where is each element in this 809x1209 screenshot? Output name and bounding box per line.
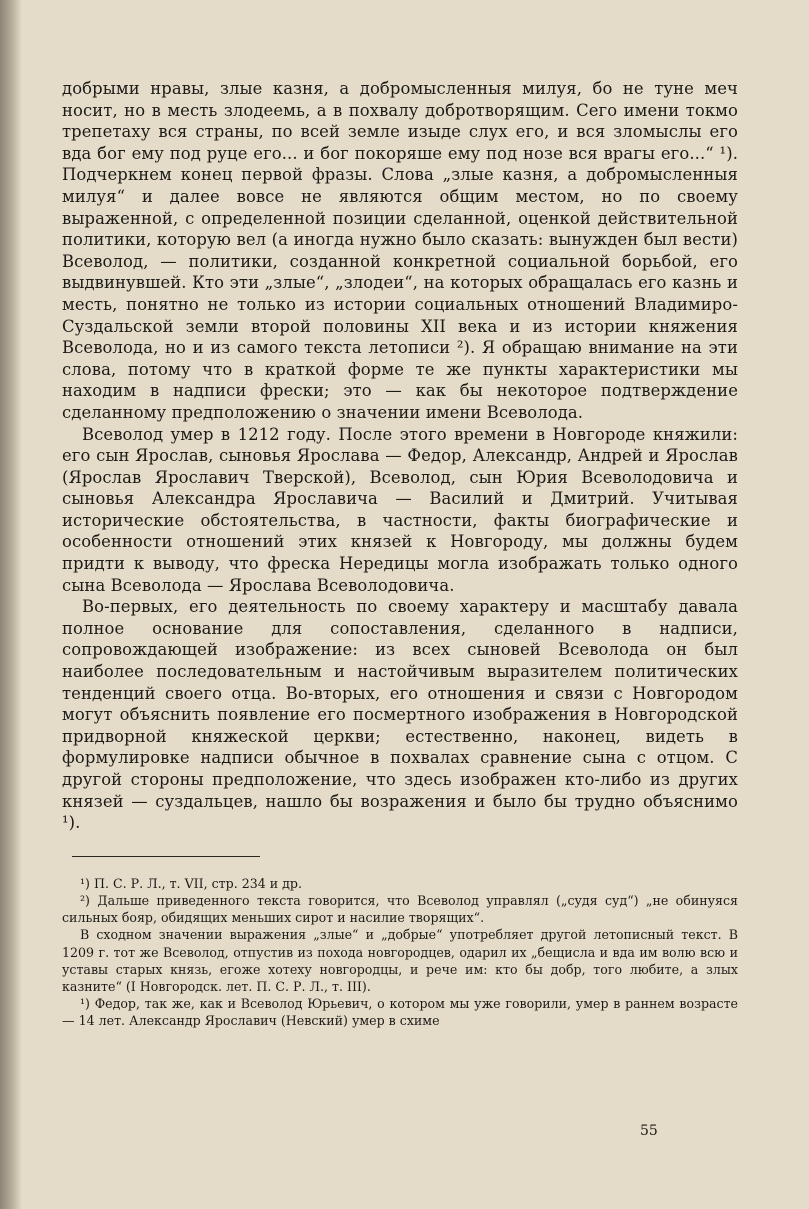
page-content: [62, 78, 738, 1030]
footnote-1: ¹) П. С. Р. Л., т. VII, стр. 234 и др.: [80, 875, 302, 891]
footnote-2: ²) Дальше приведенного текста говорится, что Всеволод управлял („судя суд“) „не обинуяся сильных бояр, обидящих меньших сирот и насилие творящих“.: [62, 892, 738, 926]
footnote-2-continuation: В сходном значении выражения „злые“ и „добрые“ употребляет другой летописный текст. В 1209 г. тот же Всеволод, отпустив из похода новгородцев, одарил их „бещисла и вда им волю всю и уставы старых князь, егоже хотеху новгородцы, и рече им: кто бы добр, того любите, а злых казните“ (I Новгородск. лет. П. С. Р. Л., т. III).: [62, 927, 738, 994]
footnote-3: ¹) Федор, так же, как и Всеволод Юрьевич, о котором мы уже говорили, умер в раннем возрасте — 14 лет. Александр Ярославич (Невский) умер в схиме: [62, 996, 738, 1029]
body-paragraph-3: Во-первых, его деятельность по своему характеру и масштабу давала полное основание для сопоставления, сделанного в надписи, сопровождающей изображение: из всех сыновей Всеволода он был наиболее последовательным и настойчивым выразителем политических тенденций своего отца. Во-вторых, его отношения и связи с Новгородом могут объяснить появление его посмертного изображения в Новгородской придворной княжеской церкви; естественно, наконец, видеть в формулировке надписи обычное в похвалах сравнение сына с отцом. С другой стороны предположение, что здесь изображен кто-либо из других князей — суздальцев, нашло бы возражения и было бы трудно объяснимо ¹).: [62, 597, 738, 833]
body-paragraph-2: Всеволод умер в 1212 году. После этого времени в Новгороде княжили: его сын Ярослав, сыновья Ярослава — Федор, Александр, Андрей и Ярослав (Ярослав Ярославич Тверской), Всеволод, сын Юрия Всеволодовича и сыновья Александра Ярославича — Василий и Дмитрий. Учитывая исторические обстоятельства, в частности, факты биографические и особенности отношений этих князей к Новгороду, мы должны будем придти к выводу, что фреска Нередицы могла изображать только одного сына Всеволода — Ярослава Всеволодовича.: [62, 424, 738, 595]
page-number: 55: [640, 1123, 658, 1139]
body-paragraph-1: добрыми нравы, злые казня, а добромысленныя милуя, бо не туне меч носит, но в месть злодеемь, а в похвалу добротворящим. Сего имени токмо трепетаху вся страны, по всей земле изыде слух его, и вся зломыслы его вда бог ему под руце его... и бог покоряше ему под нозе вся врагы его...“ ¹). Подчеркнем конец первой фразы. Слова „злые казня, а добромысленныя милуя“ и далее вовсе не являются общим местом, но по своему выраженной, с определенной позиции сделанной, оценкой действительной политики, которую вел (а иногда нужно было сказать: вынужден был вести) Всеволод, — политики, созданной конкретной социальной борьбой, его выдвинувшей. Кто эти „злые“, „злодеи“, на которых обращалась его казнь и месть, понятно не только из истории социальных отношений Владимиро-Суздальской земли второй половины XII века и из истории княжения Всеволода, но и из самого текста летописи ²). Я обращаю внимание на эти слова, потому что в краткой форме те же пункты характеристики мы находим в надписи фрески; это — как бы некоторое подтверждение сделанному предположению о значении имени Всеволода.: [62, 79, 738, 422]
footnote-divider: [72, 856, 260, 857]
book-spine-shadow: [0, 0, 22, 1209]
